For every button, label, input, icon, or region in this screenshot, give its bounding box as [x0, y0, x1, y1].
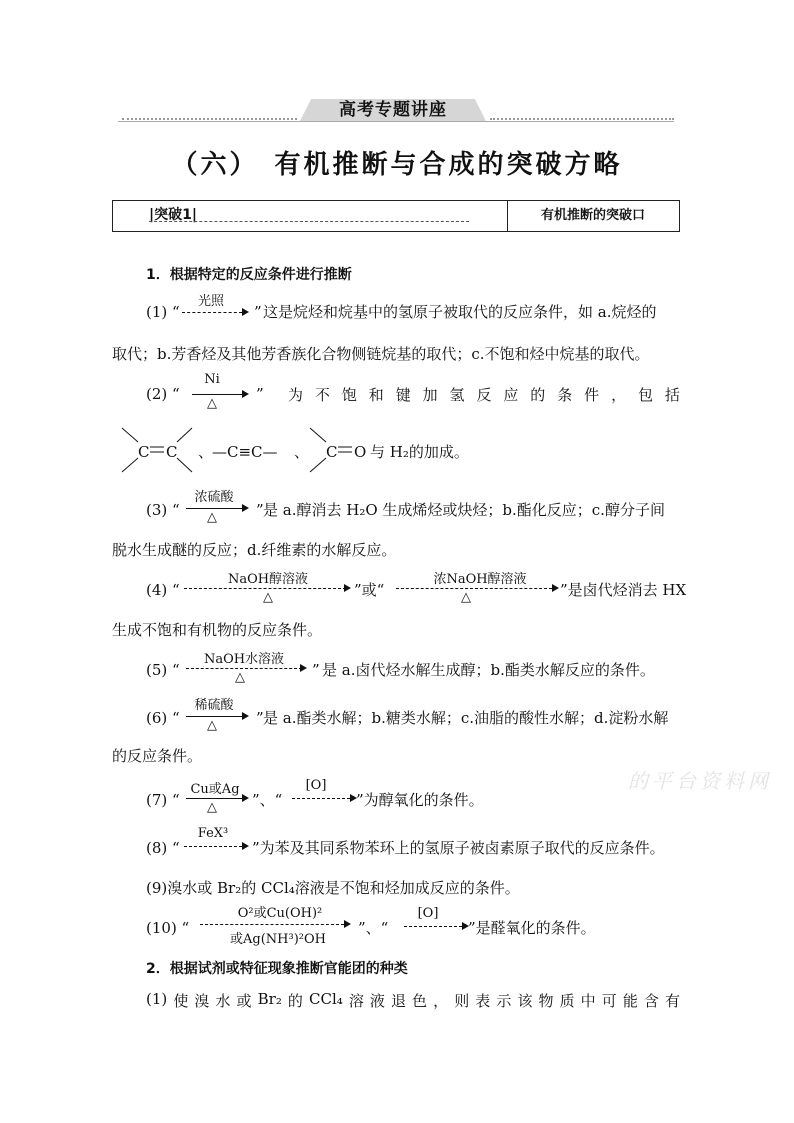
arrow-dilute-h2so4: [178, 694, 252, 738]
item3-close: ”: [256, 501, 264, 519]
item1-close: ”: [254, 303, 262, 321]
page-title: （六） 有机推断与合成的突破方略: [171, 150, 623, 180]
section-box: [112, 200, 680, 232]
item4-num: (4) “: [146, 581, 180, 599]
arrow-oxidation-2: [398, 904, 472, 934]
arrow-guangzhao: [178, 290, 252, 320]
word: 液: [369, 992, 385, 1010]
cond-conc-acid: 浓硫酸: [194, 490, 234, 505]
header-dots-right: [490, 118, 674, 120]
word: 水: [215, 992, 231, 1010]
cond-fex3: FeX³: [197, 826, 229, 841]
item10-text: ”是醛氧化的条件。: [468, 919, 596, 937]
cond-heat: △: [263, 590, 273, 605]
cond-heat: △: [207, 718, 217, 733]
word: 氢: [449, 386, 465, 404]
arrow-naoh-water: [178, 646, 310, 690]
cond-o: [O]: [305, 778, 327, 793]
word: 物: [538, 992, 554, 1010]
word: 或: [236, 992, 252, 1010]
word: 应: [503, 386, 519, 404]
cond-o: [O]: [417, 906, 439, 921]
arrow-fex3: [178, 824, 252, 854]
word: 饱: [341, 386, 357, 404]
word: 能: [622, 992, 638, 1010]
arrow-conc-h2so4: [178, 486, 252, 530]
section-tag: |突破1|: [149, 207, 197, 223]
arrow-oxidation: [286, 776, 360, 806]
struct-o: O: [354, 443, 367, 461]
header-banner: 高考专题讲座: [339, 100, 447, 120]
item9-text: (9)溴水或 Br₂的 CCl₄溶液是不饱和烃加成反应的条件。: [146, 879, 520, 897]
item4-text: ”是卤代烃消去 HX: [560, 581, 687, 599]
arrow-ni: [178, 372, 252, 414]
word: 为: [288, 386, 304, 404]
word: CCl₄: [308, 990, 343, 1008]
word: 质: [559, 992, 575, 1010]
para-2-1: [146, 990, 680, 1011]
item3-line2: 脱水生成醚的反应；d.纤维素的水解反应。: [112, 541, 397, 559]
watermark: 的平台资料网: [628, 769, 772, 793]
word: (1): [146, 990, 168, 1008]
arrow-naoh-alcohol: [178, 566, 356, 610]
item5-close: ”: [312, 661, 320, 679]
word: Br₂: [257, 990, 282, 1008]
cond-light: 光照: [197, 294, 224, 309]
arrow-aldehyde-oxidation: [196, 902, 356, 948]
word: 反: [476, 386, 492, 404]
item7-mid: ”、“: [252, 791, 283, 809]
word: 有: [664, 992, 680, 1010]
word: 该: [517, 992, 533, 1010]
arrow-cu-ag: [178, 776, 252, 820]
word: 件: [584, 386, 600, 404]
item2-num: (2) “: [146, 385, 180, 403]
cond-heat: △: [207, 800, 217, 815]
word: ，: [611, 386, 627, 404]
word: 可: [601, 992, 617, 1010]
word: 键: [395, 386, 411, 404]
word: ，: [433, 992, 449, 1010]
item7-num: (7) “: [146, 791, 180, 809]
word: 加: [422, 386, 438, 404]
cond-heat: △: [207, 396, 217, 411]
struct-c1: C: [138, 443, 150, 461]
word: 色: [412, 992, 428, 1010]
word: 的: [287, 992, 303, 1010]
item8-num: (8) “: [146, 839, 180, 857]
cond-heat: △: [207, 510, 217, 525]
item5-num: (5) “: [146, 661, 180, 679]
item1-line2: 取代；b.芳香烃及其他芳香族化合物侧链烷基的取代；c.不饱和烃中烷基的取代。: [112, 345, 650, 363]
item10-num: (10) “: [146, 919, 190, 937]
cond-heat: △: [235, 670, 245, 685]
struct-tail: 与 H₂的加成。: [370, 443, 469, 461]
word: 不: [314, 386, 330, 404]
item5-text: 是 a.卤代烃水解生成醇；b.酯类水解反应的条件。: [322, 661, 655, 679]
item4-line2: 生成不饱和有机物的反应条件。: [112, 621, 323, 639]
cond-dilute-acid: 稀硫酸: [194, 698, 234, 713]
word: 和: [368, 386, 384, 404]
cond-heat: △: [461, 590, 471, 605]
item10-mid: ”、“: [358, 919, 389, 937]
cond-cu-ag: Cu或Ag: [190, 782, 240, 797]
word: 表: [475, 992, 491, 1010]
item1-num: (1) “: [146, 303, 180, 321]
struct-sep1: 、: [198, 443, 214, 461]
word: 则: [454, 992, 470, 1010]
struct-c2: C: [166, 443, 178, 461]
header-dots-left: [122, 118, 297, 120]
word: 使: [173, 992, 189, 1010]
item1-text: 这是烷烃和烷基中的氢原子被取代的反应条件，如 a.烷烃的: [263, 303, 657, 321]
item6-num: (6) “: [146, 709, 180, 727]
item8-text: ”为苯及其同系物苯环上的氢原子被卤素原子取代的反应条件。: [252, 839, 665, 857]
word: 溶: [348, 992, 364, 1010]
item2-close: ”: [256, 385, 264, 403]
word: 括: [664, 386, 680, 404]
word: 的: [530, 386, 546, 404]
word: 中: [580, 992, 596, 1010]
item4-mid: ”或“: [354, 581, 385, 599]
word: 包: [637, 386, 653, 404]
word: 示: [496, 992, 512, 1010]
cond-o2-cuoh2: O²或Cu(OH)²: [237, 906, 323, 921]
word: 含: [643, 992, 659, 1010]
arrow-conc-naoh-alcohol: [392, 566, 560, 610]
struct-triple: —C≡C—: [212, 443, 278, 461]
cond-naoh-alc: NaOH醇溶液: [227, 572, 309, 587]
section-dashline: [149, 221, 469, 222]
heading-1: 1．根据特定的反应条件进行推断: [146, 267, 352, 283]
section-name: 有机推断的突破口: [540, 208, 645, 223]
struct-c3: C: [326, 443, 338, 461]
header-rule: [118, 121, 674, 122]
cond-tollens: 或Ag(NH³)²OH: [230, 932, 326, 947]
heading-2: 2．根据试剂或特征现象推断官能团的种类: [146, 961, 408, 977]
struct-sep2: 、: [294, 443, 310, 461]
word: 条: [557, 386, 573, 404]
item3-num: (3) “: [146, 501, 180, 519]
word: 退: [390, 992, 406, 1010]
item3-text: 是 a.醇消去 H₂O 生成烯烃或炔烃；b.酯化反应；c.醇分子间: [263, 501, 665, 519]
item7-text: ”为醇氧化的条件。: [356, 791, 484, 809]
item6-line2: 的反应条件。: [112, 747, 203, 765]
cond-naoh-aq: NaOH水溶液: [203, 652, 285, 667]
item2-words: [288, 384, 680, 405]
word: 溴: [194, 992, 210, 1010]
cond-ni: Ni: [204, 372, 220, 387]
item6-text: 是 a.酯类水解；b.糖类水解；c.油脂的酸性水解；d.淀粉水解: [263, 709, 669, 727]
item6-close: ”: [256, 709, 264, 727]
cond-conc-naoh-alc: 浓NaOH醇溶液: [433, 572, 527, 587]
